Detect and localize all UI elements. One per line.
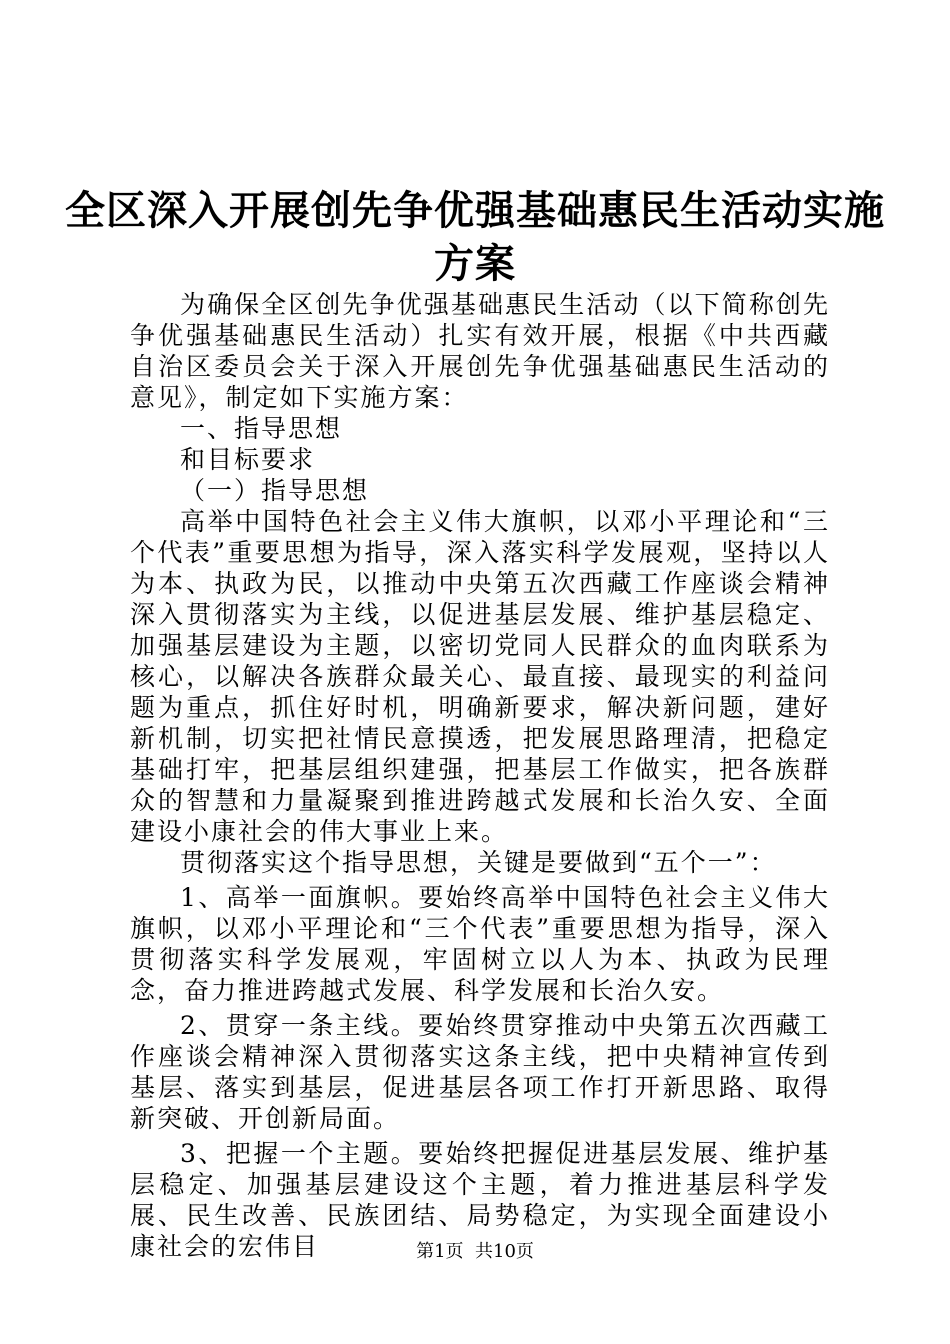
page-footer	[0, 1241, 950, 1263]
paragraph-guiding-ideology: 高举中国特色社会主义伟大旗帜，以邓小平理论和“三个代表”重要思想为指导，深入落实科学发展观，坚持以人为本、执政为民，以推动中央第五次西藏工作座谈会精神深入贯彻落实为主线，以促进基层发展、维护基层稳定、加强基层建设为主题，以密切党同人民群众的血肉联系为核心，以解决各族群众最关心、最直接、最现实的利益问题为重点，抓住好时机，明确新要求，解决新问题，建好新机制，切实把社情民意摸透，把发展思路理清，把稳定基础打牢，把基层组织建强，把基层工作做实，把各族群众的智慧和力量凝聚到推进跨越式发展和长治久安、全面建设小康社会的伟大事业上来。	[130, 507, 830, 846]
section-heading-1: 一、指导思想	[180, 414, 343, 443]
document-title-line-2: 方案	[434, 241, 516, 287]
subsection-heading-1: （一）指导思想	[180, 476, 370, 505]
paragraph-item-2: 2、贯穿一条主线。要始终贯穿推动中央第五次西藏工作座谈会精神深入贯彻落实这条主线，把中央精神宣传到基层、落实到基层，促进基层各项工作打开新思路、取得新突破、开创新局面。	[130, 1011, 830, 1133]
page-number: 第1页 共10页	[416, 1241, 534, 1262]
section-heading-1-cont: 和目标要求	[180, 445, 316, 474]
document-title-line-1: 全区深入开展创先争优强基础惠民生活动实施	[65, 188, 885, 234]
paragraph-intro: 为确保全区创先争优强基础惠民生活动（以下简称创先争优强基础惠民生活动）扎实有效开展，根据《中共西藏自治区委员会关于深入开展创先争优强基础惠民生活动的意见》，制定如下实施方案：	[130, 290, 830, 412]
paragraph-item-1: 1、高举一面旗帜。要始终高举中国特色社会主义伟大旗帜，以邓小平理论和“三个代表”重要思想为指导，深入贯彻落实科学发展观，牢固树立以人为本、执政为民理念，奋力推进跨越式发展、科学发展和长治久安。	[130, 883, 830, 1005]
paragraph-item-3: 3、把握一个主题。要始终把握促进基层发展、维护基层稳定、加强基层建设这个主题，着力推进基层科学发展、民生改善、民族团结、局势稳定，为实现全面建设小康社会的宏伟目	[130, 1139, 830, 1261]
paragraph-five-ones: 贯彻落实这个指导思想，关键是要做到“五个一”：	[180, 848, 777, 877]
document-body	[130, 289, 830, 1262]
